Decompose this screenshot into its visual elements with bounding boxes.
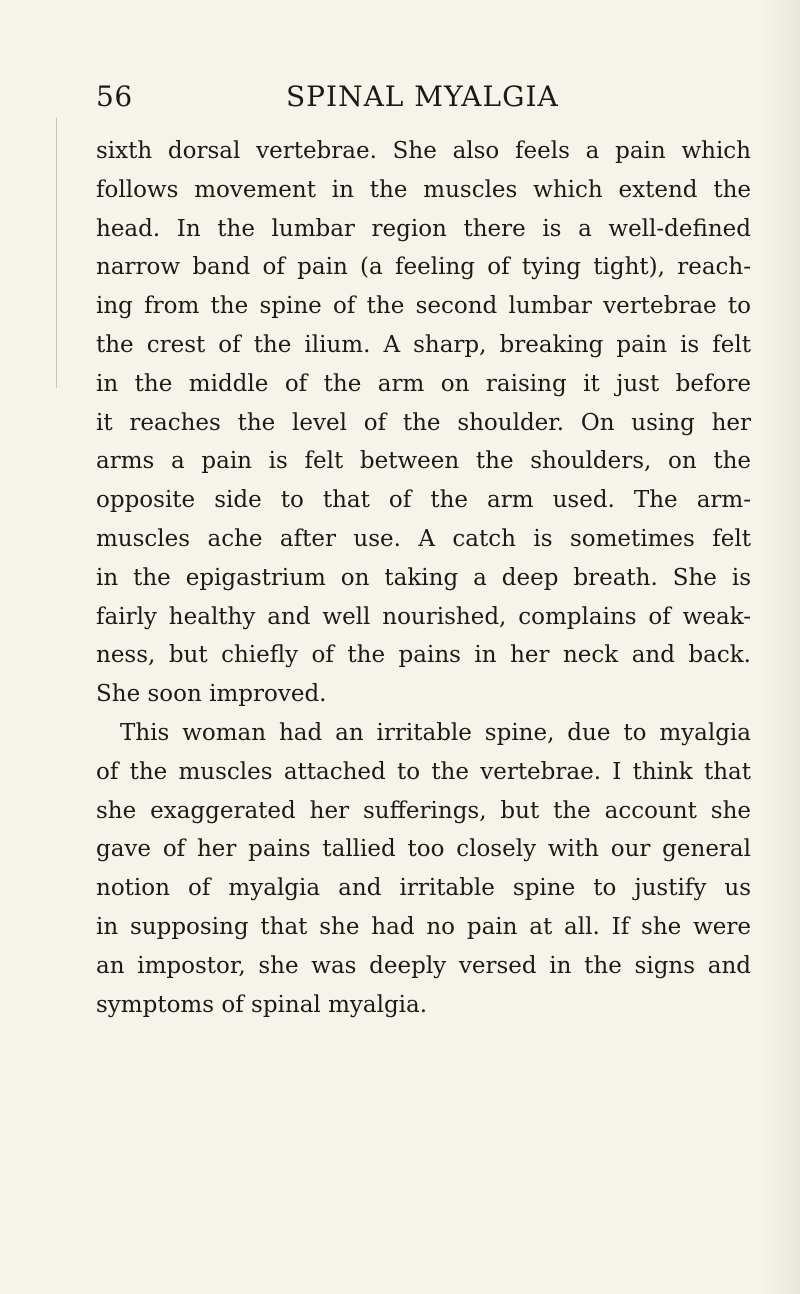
text-line: notion of myalgia and irritable spine to justify us (96, 875, 751, 902)
text-line: ness, but chiefly of the pains in her neck and back. (96, 642, 751, 669)
text-line: muscles ache after use. A catch is sometimes felt (96, 525, 751, 552)
text-line: opposite side to that of the arm used. The arm- (96, 487, 751, 514)
running-head: SPINAL MYALGIA (286, 80, 559, 113)
page-header (96, 80, 752, 120)
text-line: in the middle of the arm on raising it just before (96, 370, 751, 397)
text-line: in the epigastrium on taking a deep breath. She is (96, 564, 751, 591)
text-line: in supposing that she had no pain at all. If she were (96, 913, 751, 940)
page-number: 56 (96, 80, 133, 113)
text-line: she exaggerated her sufferings, but the account she (96, 797, 751, 824)
text-line: an impostor, she was deeply versed in the signs and (96, 952, 751, 979)
text-line: symptoms of spinal myalgia. (96, 991, 428, 1018)
text-line: arms a pain is felt between the shoulders, on the (96, 448, 751, 475)
text-line: head. In the lumbar region there is a well-defined (96, 215, 751, 242)
text-line: narrow band of pain (a feeling of tying tight), reach- (96, 254, 751, 281)
text-line: gave of her pains tallied too closely with our general (96, 836, 751, 863)
text-line: the crest of the ilium. A sharp, breaking pain is felt (96, 331, 751, 358)
text-line: She soon improved. (96, 681, 327, 708)
text-line: it reaches the level of the shoulder. On using her (96, 409, 751, 436)
paragraph-start-line: This woman had an irritable spine, due to myalgia (120, 719, 751, 746)
text-line: follows movement in the muscles which extend the (96, 176, 751, 203)
text-line: ing from the spine of the second lumbar vertebrae to (96, 293, 751, 320)
text-line: sixth dorsal vertebrae. She also feels a pain which (96, 138, 751, 164)
margin-line (56, 118, 59, 388)
text-line: of the muscles attached to the vertebrae. I think that (96, 758, 751, 785)
body-text (96, 132, 751, 1024)
text-line: fairly healthy and well nourished, complains of weak- (96, 603, 751, 630)
